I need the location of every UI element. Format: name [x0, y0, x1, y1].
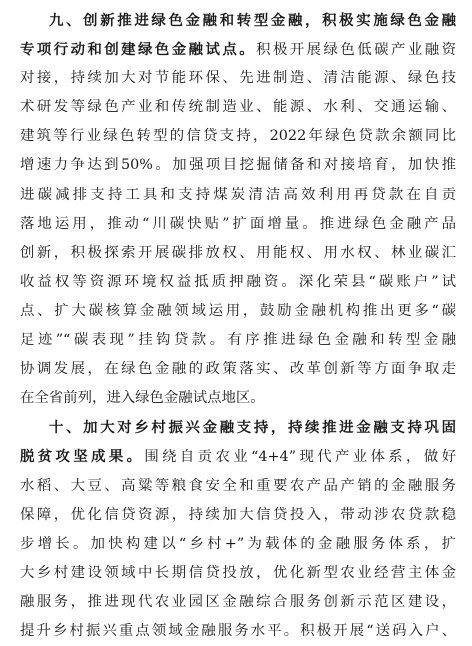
section9-body-line: 对接，持续加大对节能环保、先进制造、清洁能源、绿色技: [20, 70, 456, 87]
section9-heading-continued: 专项行动和创建绿色金融试点。: [20, 41, 257, 59]
section9-body-line: 协调发展，在绿色金融的政策落实、改革创新等方面争取走: [20, 361, 456, 378]
section10-body-line: 保障，优化信贷资源，持续加大信贷投入，带动涉农贷款稳: [20, 506, 456, 523]
section10-body-line: 大乡村建设领域中长期信贷投放，优化新型农业经营主体金: [20, 564, 456, 581]
section10-body-line: 融服务，推进现代农业园区金融综合服务创新示范区建设，: [20, 593, 456, 610]
section10-body-line: 提升乡村振兴重点领域金融服务水平。积极开展“送码入户、: [20, 622, 456, 639]
section9-body-line: 创新，积极探索开展碳排放权、用能权、用水权、林业碳汇: [20, 244, 456, 261]
section9-body-line: 建筑等行业绿色转型的信贷支持，2022年绿色贷款余额同比: [20, 128, 456, 145]
section10-body-line: 水稻、大豆、高粱等粮食安全和重要农产品产销的金融服务: [20, 477, 456, 494]
section9-body-line: 增速力争达到50%。加强项目挖掘储备和对接培育，加快推: [20, 157, 456, 174]
section9-body-line: 落地运用，推动“川碳快贴”扩面增量。推进绿色金融产品: [20, 215, 456, 232]
section9-body-line: 足迹”“碳表现”挂钩贷款。有序推进绿色金融和转型金融: [20, 332, 456, 349]
section10-heading-line2: [20, 442, 456, 471]
section9-heading-line1: [20, 6, 456, 35]
section10-heading-text: 十、加大对乡村振兴金融支持，持续推进金融支持巩固: [49, 419, 456, 437]
section10-body-start: 围绕自贡农业“4+4”现代产业体系，做好: [144, 449, 456, 466]
section9-heading-line2: [20, 35, 456, 64]
section9-body-line: 术研发等绿色产业和传统制造业、能源、水利、交通运输、: [20, 99, 456, 116]
section9-heading-text: 九、创新推进绿色金融和转型金融，积极实施绿色金融: [49, 12, 456, 29]
section10-body-line: 步增长。加快构建以“乡村+”为载体的金融服务体系，扩: [20, 535, 456, 552]
document-page: [20, 6, 456, 646]
section9-body-start: 积极开展绿色低碳产业融资: [256, 42, 456, 59]
section9-body-line: 点、扩大碳核算金融领域运用，鼓励金融机构推出更多“碳: [20, 302, 456, 319]
section10-heading-continued: 脱贫攻坚成果。: [20, 448, 145, 466]
section10-heading-line1: [20, 413, 456, 442]
section9-body-line: 收益权等资源环境权益抵质押融资。深化荣县“碳账户”试: [20, 273, 456, 290]
section9-body-line-last: 在全省前列，进入绿色金融试点地区。: [20, 390, 265, 407]
section9-body-line: 进碳减排支持工具和支持煤炭清洁高效利用再贷款在自贡: [20, 186, 456, 203]
